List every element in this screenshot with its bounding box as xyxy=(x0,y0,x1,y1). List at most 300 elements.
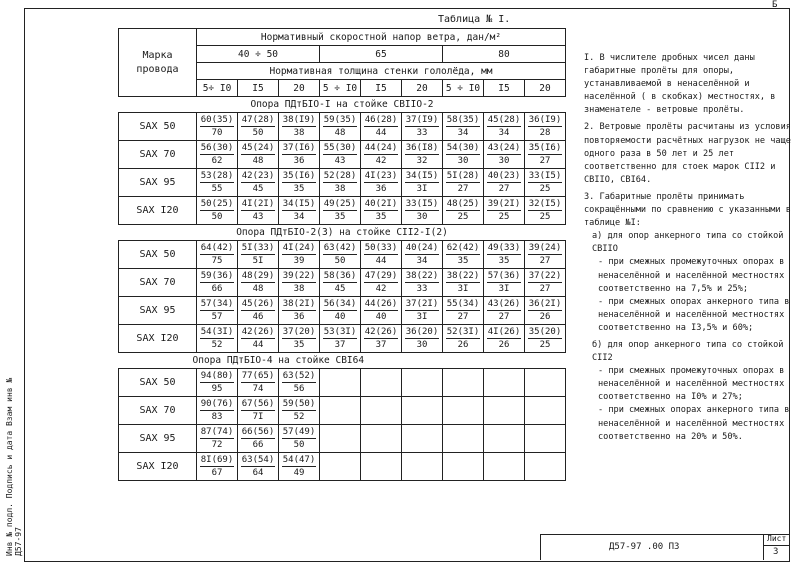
span-numerator: 54(30) xyxy=(446,143,480,153)
span-numerator: 32(I5) xyxy=(528,199,562,209)
span-denominator: 50 xyxy=(293,440,305,450)
span-denominator: 74 xyxy=(252,384,264,394)
table-row xyxy=(119,325,566,353)
span-denominator: 32 xyxy=(416,156,428,166)
pressure-header: Нормативный скоростной напор ветра, дан/м² xyxy=(197,29,566,46)
span-cell xyxy=(402,325,443,353)
span-denominator: 70 xyxy=(211,128,223,138)
span-denominator: 27 xyxy=(539,256,551,266)
span-numerator: 43(26) xyxy=(487,299,521,309)
table-row xyxy=(119,113,566,141)
table-row xyxy=(119,141,566,169)
span-numerator: 63(52) xyxy=(282,371,316,381)
span-numerator: 55(30) xyxy=(323,143,357,153)
span-numerator: 56(30) xyxy=(200,143,234,153)
span-denominator: 38 xyxy=(293,284,305,294)
span-denominator: 95 xyxy=(211,384,223,394)
table-row xyxy=(119,297,566,325)
span-cell xyxy=(279,297,320,325)
span-cell xyxy=(484,425,525,453)
span-cell xyxy=(443,297,484,325)
note-3a-1: - при смежных промежуточных опорах в ненаселённой и населённой местностях соответственно на 7,5% и 25%; xyxy=(598,257,785,294)
span-denominator: 3I xyxy=(457,284,469,294)
ice-col-4: I5 xyxy=(361,80,402,97)
span-cell xyxy=(525,141,566,169)
span-cell xyxy=(279,197,320,225)
span-numerator: 36(2I) xyxy=(528,299,562,309)
span-cell xyxy=(484,197,525,225)
note-3a: а) для опор анкерного типа со стойкой СВIIО xyxy=(592,231,784,255)
note-3b: б) для опор анкерного типа со стойкой СII2 xyxy=(592,339,784,364)
wire-mark: SAX 95 xyxy=(119,169,197,197)
span-cell xyxy=(361,113,402,141)
span-numerator: 40(23) xyxy=(487,171,521,181)
span-denominator: 38 xyxy=(293,128,305,138)
span-cell xyxy=(443,269,484,297)
span-numerator: 35(20) xyxy=(528,327,562,337)
span-cell xyxy=(361,141,402,169)
span-numerator: 54(47) xyxy=(282,455,316,465)
span-cell xyxy=(197,197,238,225)
span-denominator: 72 xyxy=(211,440,223,450)
span-numerator: 36(I9) xyxy=(528,115,562,125)
wire-mark: SAX 70 xyxy=(119,397,197,425)
ice-header: Нормативная толщина стенки гололёда, мм xyxy=(197,63,566,80)
span-cell xyxy=(402,197,443,225)
span-denominator: 43 xyxy=(334,156,346,166)
span-numerator: 54(3I) xyxy=(200,327,234,337)
span-cell xyxy=(320,141,361,169)
span-denominator: 36 xyxy=(293,156,305,166)
span-numerator: 63(42) xyxy=(323,243,357,253)
span-numerator: 50(25) xyxy=(200,199,234,209)
span-cell xyxy=(484,141,525,169)
span-cell xyxy=(443,369,484,397)
ice-col-7: I5 xyxy=(484,80,525,97)
span-denominator: 25 xyxy=(539,340,551,350)
table-row xyxy=(119,397,566,425)
span-denominator: 66 xyxy=(211,284,223,294)
span-cell xyxy=(525,113,566,141)
note-2: 2. Ветровые пролёты расчитаны из условия повторяемости расчётных нагрузок не чаще одного раза в 50 лет и 25 лет соответственно для стоек марок СII2 и СВIIО, СВI64. xyxy=(584,122,791,185)
span-numerator: 48(25) xyxy=(446,199,480,209)
span-numerator: 38(2I) xyxy=(282,299,316,309)
span-numerator: 38(I9) xyxy=(282,115,316,125)
span-cell xyxy=(279,141,320,169)
span-denominator: 5I xyxy=(252,256,264,266)
span-denominator: 27 xyxy=(457,184,469,194)
span-cell xyxy=(402,397,443,425)
span-cell xyxy=(525,397,566,425)
span-cell xyxy=(197,369,238,397)
span-cell xyxy=(238,197,279,225)
span-denominator: 33 xyxy=(416,284,428,294)
span-numerator: 34(I5) xyxy=(405,171,439,181)
span-cell xyxy=(197,397,238,425)
span-numerator: 59(35) xyxy=(323,115,357,125)
span-cell xyxy=(279,325,320,353)
span-denominator: 52 xyxy=(293,412,305,422)
span-denominator: 36 xyxy=(293,312,305,322)
span-cell xyxy=(361,325,402,353)
span-numerator: 53(28) xyxy=(200,171,234,181)
span-numerator: 67(56) xyxy=(241,399,275,409)
note-3a-2: - при смежных опорах анкерного типа в ненаселённой и населённой местностях соответственно на I3,5% и 60%; xyxy=(598,296,790,333)
span-cell xyxy=(197,325,238,353)
group-title: Опора ПДтБIО-2(3) на стойке СII2-I(2) xyxy=(236,227,448,238)
span-cell xyxy=(484,169,525,197)
span-numerator: 49(25) xyxy=(323,199,357,209)
ice-col-3: 5 ÷ I0 xyxy=(320,80,361,97)
span-numerator: 34(I5) xyxy=(282,199,316,209)
span-cell xyxy=(402,425,443,453)
span-numerator: 94(80) xyxy=(200,371,234,381)
span-denominator: 25 xyxy=(539,184,551,194)
span-numerator: 77(65) xyxy=(241,371,275,381)
span-cell xyxy=(279,169,320,197)
span-numerator: 43(24) xyxy=(487,143,521,153)
span-cell xyxy=(238,325,279,353)
span-numerator: 66(56) xyxy=(241,427,275,437)
span-numerator: 52(3I) xyxy=(446,327,480,337)
span-numerator: 39(22) xyxy=(282,271,316,281)
ice-col-8: 20 xyxy=(525,80,566,97)
span-numerator: 87(74) xyxy=(200,427,234,437)
span-numerator: 44(26) xyxy=(364,299,398,309)
span-cell xyxy=(320,325,361,353)
span-cell xyxy=(361,197,402,225)
span-cell xyxy=(238,425,279,453)
span-denominator: 27 xyxy=(539,156,551,166)
table-title: Таблица № I. xyxy=(438,14,511,25)
span-denominator: 3I xyxy=(498,284,510,294)
span-cell xyxy=(525,241,566,269)
span-denominator: 35 xyxy=(457,256,469,266)
span-denominator: 30 xyxy=(498,156,510,166)
table-row xyxy=(119,169,566,197)
span-cell xyxy=(484,297,525,325)
span-cell xyxy=(525,269,566,297)
span-denominator: 26 xyxy=(498,340,510,350)
span-cell xyxy=(320,241,361,269)
pressure-group-2: 80 xyxy=(443,46,566,63)
notes xyxy=(584,52,794,448)
span-denominator: 30 xyxy=(416,340,428,350)
group-title: Опора ПДтБIО-4 на стойке СВI64 xyxy=(192,355,365,366)
span-numerator: 4I(26) xyxy=(487,327,521,337)
span-denominator: 52 xyxy=(211,340,223,350)
span-denominator: 28 xyxy=(539,128,551,138)
wire-mark: SAX 50 xyxy=(119,241,197,269)
corner-mark: Б xyxy=(772,0,778,10)
span-numerator: 59(50) xyxy=(282,399,316,409)
span-cell xyxy=(238,269,279,297)
span-cell xyxy=(279,397,320,425)
span-numerator: 53(3I) xyxy=(323,327,357,337)
span-denominator: 39 xyxy=(293,256,305,266)
ice-col-2: 20 xyxy=(279,80,320,97)
span-numerator: 45(24) xyxy=(241,143,275,153)
span-cell xyxy=(361,269,402,297)
span-denominator: 34 xyxy=(498,128,510,138)
span-denominator: 34 xyxy=(457,128,469,138)
span-denominator: 64 xyxy=(252,468,264,478)
span-cell xyxy=(279,369,320,397)
span-cell xyxy=(238,369,279,397)
span-denominator: 34 xyxy=(416,256,428,266)
span-cell xyxy=(402,453,443,481)
span-cell xyxy=(402,369,443,397)
span-numerator: 33(I5) xyxy=(405,199,439,209)
wire-mark: SAX 70 xyxy=(119,269,197,297)
pressure-group-1: 65 xyxy=(320,46,443,63)
span-denominator: 35 xyxy=(293,340,305,350)
span-cell xyxy=(320,169,361,197)
span-numerator: 37(20) xyxy=(282,327,316,337)
span-numerator: 35(I6) xyxy=(282,171,316,181)
span-numerator: 4I(24) xyxy=(282,243,316,253)
span-numerator: 56(34) xyxy=(323,299,357,309)
span-numerator: 42(23) xyxy=(241,171,275,181)
span-numerator: 90(76) xyxy=(200,399,234,409)
span-numerator: 49(33) xyxy=(487,243,521,253)
span-denominator: 56 xyxy=(293,384,305,394)
span-denominator: 48 xyxy=(334,128,346,138)
span-cell xyxy=(443,241,484,269)
ice-col-6: 5 ÷ I0 xyxy=(443,80,484,97)
span-numerator: 37(2I) xyxy=(405,299,439,309)
span-numerator: 59(36) xyxy=(200,271,234,281)
span-numerator: 57(36) xyxy=(487,271,521,281)
span-cell xyxy=(320,269,361,297)
span-denominator: 66 xyxy=(252,440,264,450)
span-denominator: 62 xyxy=(211,156,223,166)
span-denominator: 7I xyxy=(252,412,264,422)
span-numerator: 47(29) xyxy=(364,271,398,281)
wire-mark: SAX 70 xyxy=(119,141,197,169)
wire-mark: SAX 95 xyxy=(119,425,197,453)
span-denominator: 83 xyxy=(211,412,223,422)
table-row xyxy=(119,453,566,481)
span-denominator: 50 xyxy=(252,128,264,138)
span-cell xyxy=(402,169,443,197)
span-numerator: 58(35) xyxy=(446,115,480,125)
table-row xyxy=(119,269,566,297)
span-cell xyxy=(320,425,361,453)
span-cell xyxy=(484,369,525,397)
span-numerator: 5I(28) xyxy=(446,171,480,181)
span-numerator: 35(I6) xyxy=(528,143,562,153)
span-denominator: 44 xyxy=(375,128,387,138)
span-numerator: 58(36) xyxy=(323,271,357,281)
span-numerator: 48(29) xyxy=(241,271,275,281)
span-cell xyxy=(238,141,279,169)
span-cell xyxy=(279,241,320,269)
span-cell xyxy=(402,297,443,325)
span-denominator: 30 xyxy=(457,156,469,166)
span-denominator: 35 xyxy=(293,184,305,194)
span-denominator: 67 xyxy=(211,468,223,478)
wire-mark: SAX I20 xyxy=(119,453,197,481)
span-denominator: 26 xyxy=(457,340,469,350)
span-denominator: 30 xyxy=(416,212,428,222)
span-cell xyxy=(238,169,279,197)
span-numerator: 45(26) xyxy=(241,299,275,309)
span-cell xyxy=(238,397,279,425)
span-numerator: 50(33) xyxy=(364,243,398,253)
wire-mark: SAX 50 xyxy=(119,113,197,141)
span-denominator: 44 xyxy=(252,340,264,350)
span-denominator: 48 xyxy=(252,156,264,166)
span-cell xyxy=(197,113,238,141)
span-denominator: 3I xyxy=(416,184,428,194)
span-cell xyxy=(443,325,484,353)
span-denominator: 27 xyxy=(457,312,469,322)
span-cell xyxy=(197,169,238,197)
span-numerator: 62(42) xyxy=(446,243,480,253)
span-denominator: 50 xyxy=(334,256,346,266)
span-numerator: 38(22) xyxy=(405,271,439,281)
span-numerator: 42(26) xyxy=(364,327,398,337)
span-cell xyxy=(443,397,484,425)
span-cell xyxy=(525,297,566,325)
span-cell xyxy=(361,453,402,481)
span-cell xyxy=(238,297,279,325)
span-cell xyxy=(279,425,320,453)
span-cell xyxy=(320,113,361,141)
table-row xyxy=(119,425,566,453)
span-numerator: 47(28) xyxy=(241,115,275,125)
span-denominator: 25 xyxy=(457,212,469,222)
span-cell xyxy=(238,241,279,269)
span-numerator: 63(54) xyxy=(241,455,275,465)
span-denominator: 36 xyxy=(375,184,387,194)
note-3: 3. Габаритные пролёты принимать сокращёнными по сравнению с указанными в таблице №I: xyxy=(584,191,791,229)
span-denominator: 40 xyxy=(375,312,387,322)
doc-code: Д57-97 .00 ПЗ xyxy=(609,542,680,552)
span-numerator: 4I(23) xyxy=(364,171,398,181)
span-cell xyxy=(197,241,238,269)
span-cell xyxy=(320,397,361,425)
span-numerator: 46(28) xyxy=(364,115,398,125)
span-denominator: 46 xyxy=(252,312,264,322)
span-numerator: 55(34) xyxy=(446,299,480,309)
span-cell xyxy=(443,197,484,225)
span-cell xyxy=(525,325,566,353)
span-numerator: 57(49) xyxy=(282,427,316,437)
span-denominator: 38 xyxy=(334,184,346,194)
note-3b-1: - при смежных промежуточных опорах в ненаселённой и населённой местностях соответственно на I0% и 27%; xyxy=(598,366,785,403)
span-numerator: 40(24) xyxy=(405,243,439,253)
span-denominator: 25 xyxy=(539,212,551,222)
left-margin-text: Инв № подл. Подпись и дата Взам инв № xyxy=(5,377,14,556)
span-cell xyxy=(197,269,238,297)
span-numerator: 4I(2I) xyxy=(241,199,275,209)
span-denominator: 35 xyxy=(334,212,346,222)
span-cell xyxy=(484,453,525,481)
span-cell xyxy=(361,297,402,325)
span-cell xyxy=(402,141,443,169)
group-title: Опора ПДтБIО-I на стойке СВIIО-2 xyxy=(250,99,434,110)
span-cell xyxy=(238,453,279,481)
span-cell xyxy=(525,169,566,197)
span-denominator: 43 xyxy=(252,212,264,222)
table-row xyxy=(119,369,566,397)
left-margin-strip xyxy=(2,377,24,560)
span-denominator: 42 xyxy=(375,156,387,166)
span-denominator: 27 xyxy=(498,312,510,322)
span-cell xyxy=(443,141,484,169)
ice-col-1: I5 xyxy=(238,80,279,97)
span-denominator: 26 xyxy=(539,312,551,322)
span-denominator: 75 xyxy=(211,256,223,266)
span-denominator: 45 xyxy=(334,284,346,294)
span-numerator: 39(24) xyxy=(528,243,562,253)
span-denominator: 48 xyxy=(252,284,264,294)
wire-mark: SAX 50 xyxy=(119,369,197,397)
span-denominator: 55 xyxy=(211,184,223,194)
span-numerator: 39(2I) xyxy=(487,199,521,209)
note-1: I. В числителе дробных чисел даны габаритные пролёты для опоры, устанавливаемой в ненаселённой и населённой ( в скобках) местностях, в знаменателе - ветровые пролёты. xyxy=(584,53,776,116)
span-numerator: 57(34) xyxy=(200,299,234,309)
span-cell xyxy=(443,113,484,141)
span-numerator: 36(20) xyxy=(405,327,439,337)
span-cell xyxy=(484,241,525,269)
title-block xyxy=(540,534,789,560)
span-numerator: 8I(69) xyxy=(200,455,234,465)
span-cell xyxy=(197,297,238,325)
span-cell xyxy=(320,297,361,325)
table-row xyxy=(119,197,566,225)
span-denominator: 27 xyxy=(539,284,551,294)
spans-table xyxy=(118,28,566,481)
span-numerator: 33(I5) xyxy=(528,171,562,181)
span-numerator: 64(42) xyxy=(200,243,234,253)
span-denominator: 44 xyxy=(375,256,387,266)
span-numerator: 37(I6) xyxy=(282,143,316,153)
span-numerator: 37(22) xyxy=(528,271,562,281)
span-cell xyxy=(361,369,402,397)
ice-col-5: 20 xyxy=(402,80,443,97)
span-numerator: 36(I8) xyxy=(405,143,439,153)
note-3b-2: - при смежных опорах анкерного типа в ненаселённой и населённой местностях соответственно на 20% и 50%. xyxy=(598,405,790,442)
span-cell xyxy=(484,325,525,353)
span-cell xyxy=(279,269,320,297)
span-cell xyxy=(402,269,443,297)
span-cell xyxy=(361,425,402,453)
span-numerator: 52(28) xyxy=(323,171,357,181)
span-cell xyxy=(402,113,443,141)
span-denominator: 42 xyxy=(375,284,387,294)
span-cell xyxy=(525,453,566,481)
span-denominator: 45 xyxy=(252,184,264,194)
span-denominator: 3I xyxy=(416,312,428,322)
pressure-group-0: 40 ÷ 50 xyxy=(197,46,320,63)
span-denominator: 49 xyxy=(293,468,305,478)
span-cell xyxy=(279,453,320,481)
span-numerator: 60(35) xyxy=(200,115,234,125)
sheet-number: 3 xyxy=(773,547,779,557)
span-cell xyxy=(443,425,484,453)
span-denominator: 57 xyxy=(211,312,223,322)
span-denominator: 37 xyxy=(375,340,387,350)
span-cell xyxy=(361,241,402,269)
span-cell xyxy=(279,113,320,141)
sheet-label: Лист xyxy=(767,534,787,543)
wire-mark: SAX I20 xyxy=(119,197,197,225)
span-cell xyxy=(197,141,238,169)
span-cell xyxy=(238,113,279,141)
